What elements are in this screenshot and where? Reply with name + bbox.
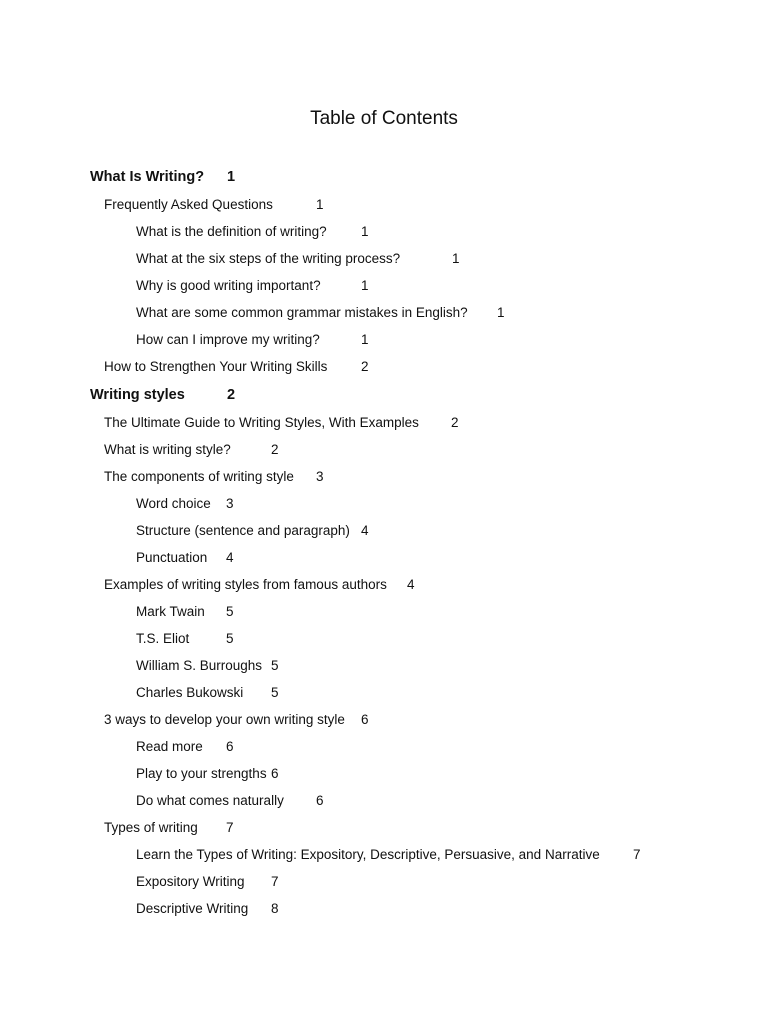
toc-entry[interactable]: [136, 304, 505, 322]
toc-entry[interactable]: [136, 223, 369, 241]
toc-entry[interactable]: [90, 168, 236, 186]
toc-entry[interactable]: [136, 846, 641, 864]
toc-entry[interactable]: [104, 358, 369, 376]
toc-entry-page-number: 1: [227, 169, 236, 185]
toc-entry[interactable]: [136, 657, 279, 675]
toc-entry-page-number: 3: [316, 469, 324, 484]
toc-entry-title: Writing styles: [90, 387, 185, 403]
toc-entry-title: What is the definition of writing?: [136, 224, 327, 239]
toc-entry-page-number: 6: [361, 712, 369, 727]
toc-entry[interactable]: [104, 441, 279, 459]
toc-entry-page-number: 1: [361, 278, 369, 293]
toc-entry-title: Examples of writing styles from famous authors: [104, 577, 387, 592]
toc-entry-page-number: 4: [407, 577, 415, 592]
toc-entry-title: What are some common grammar mistakes in English?: [136, 305, 468, 320]
toc-entry-title: Word choice: [136, 496, 211, 511]
toc-entry-page-number: 6: [316, 793, 324, 808]
toc-entry-title: How can I improve my writing?: [136, 332, 320, 347]
toc-entry[interactable]: [104, 468, 324, 486]
toc-entry-title: Play to your strengths: [136, 766, 267, 781]
toc-entry-page-number: 2: [361, 359, 369, 374]
toc-entry-page-number: 7: [633, 847, 641, 862]
toc-entry-page-number: 1: [452, 251, 460, 266]
toc-entry[interactable]: [136, 549, 234, 567]
toc-entry-page-number: 2: [451, 415, 459, 430]
toc-entry[interactable]: [136, 738, 234, 756]
toc-entry-title: The Ultimate Guide to Writing Styles, With Examples: [104, 415, 419, 430]
toc-entry[interactable]: [136, 792, 324, 810]
toc-entry-title: Charles Bukowski: [136, 685, 244, 700]
toc-entry-page-number: 5: [271, 658, 279, 673]
page-title: Table of Contents: [310, 108, 458, 129]
toc-entry-title: Descriptive Writing: [136, 901, 249, 916]
toc-entry-page-number: 1: [361, 224, 369, 239]
toc-entry-title: T.S. Eliot: [136, 631, 190, 646]
toc-entry[interactable]: [104, 711, 369, 729]
toc-entry-title: William S. Burroughs: [136, 658, 263, 673]
toc-entry[interactable]: [136, 684, 279, 702]
toc-entry-page-number: 5: [226, 604, 234, 619]
toc-entry[interactable]: [136, 603, 234, 621]
toc-entry[interactable]: [104, 196, 324, 214]
toc-entry-page-number: 3: [226, 496, 234, 511]
toc-entry-title: Types of writing: [104, 820, 198, 835]
toc-entry-title: Mark Twain: [136, 604, 205, 619]
toc-entry[interactable]: [136, 900, 279, 918]
toc-entry-title: Why is good writing important?: [136, 278, 321, 293]
toc-entry-page-number: 1: [316, 197, 324, 212]
toc-entry-page-number: 8: [271, 901, 279, 916]
toc-entry-page-number: 5: [226, 631, 234, 646]
toc-entry[interactable]: [136, 495, 234, 513]
toc-entry-page-number: 4: [226, 550, 234, 565]
toc-entry-title: Learn the Types of Writing: Expository, Descriptive, Persuasive, and Narrative: [136, 847, 600, 862]
toc-entry[interactable]: [136, 873, 279, 891]
toc-entry-page-number: 7: [226, 820, 234, 835]
toc-entry-page-number: 6: [271, 766, 279, 781]
toc-entry-title: What Is Writing?: [90, 169, 205, 185]
toc-entry-page-number: 6: [226, 739, 234, 754]
toc-entry-title: Expository Writing: [136, 874, 245, 889]
toc-entry-page-number: 4: [361, 523, 369, 538]
toc-entry[interactable]: [136, 277, 369, 295]
toc-entry-title: Structure (sentence and paragraph): [136, 523, 350, 538]
toc-entry-title: Punctuation: [136, 550, 208, 565]
toc-entry-page-number: 2: [271, 442, 279, 457]
toc-entry[interactable]: [136, 331, 369, 349]
toc-entry[interactable]: [136, 630, 234, 648]
toc-entry-title: What is writing style?: [104, 442, 231, 457]
toc-entry[interactable]: [90, 386, 236, 404]
toc-entry-title: What at the six steps of the writing process?: [136, 251, 401, 266]
toc-entry-title: 3 ways to develop your own writing style: [104, 712, 345, 727]
toc-entry[interactable]: [136, 765, 279, 783]
toc-entry-page-number: 5: [271, 685, 279, 700]
toc-entry[interactable]: [104, 414, 459, 432]
toc-entry[interactable]: [104, 576, 415, 594]
toc-entry-page-number: 2: [227, 387, 236, 403]
toc-entry-title: Read more: [136, 739, 203, 754]
toc-entry-title: The components of writing style: [104, 469, 294, 484]
toc-entry[interactable]: [104, 819, 234, 837]
toc-entry[interactable]: [136, 250, 460, 268]
toc-entry-title: Frequently Asked Questions: [104, 197, 273, 212]
toc-entry-title: How to Strengthen Your Writing Skills: [104, 359, 328, 374]
toc-entry[interactable]: [136, 522, 369, 540]
toc-entry-page-number: 1: [361, 332, 369, 347]
toc-entry-page-number: 7: [271, 874, 279, 889]
toc-entry-title: Do what comes naturally: [136, 793, 284, 808]
toc-entry-page-number: 1: [497, 305, 505, 320]
